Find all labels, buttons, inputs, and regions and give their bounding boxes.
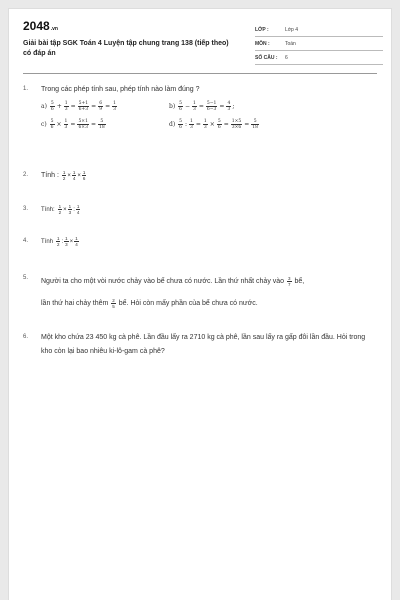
fraction: $\frac{5}{6}$ [50, 119, 54, 130]
question-text: Tính: $\frac{1}{2}$ × $\frac{1}{3}$ : $\frac{1}{4}$ [41, 203, 80, 215]
fraction: $\frac{5}{6}$ [217, 119, 221, 130]
option-d [169, 117, 260, 133]
equals: = [105, 103, 111, 110]
question-number: 2. [23, 172, 29, 178]
fraction: $\frac{5\times 1}{6\times 3}$ [78, 119, 88, 130]
fraction: $\frac{1}{3}$ [64, 101, 68, 112]
question-number: 4. [23, 238, 29, 244]
fraction: $\frac{1}{3}$ [190, 119, 193, 130]
fraction: $\frac{5-1}{6-3}$ [206, 101, 217, 112]
meta-value: Toán [285, 41, 296, 47]
option-c [41, 117, 107, 133]
site-logo[interactable] [23, 19, 58, 33]
punctuation: ; [232, 103, 235, 110]
question-number: 3. [23, 206, 29, 212]
question-text: Tính $\frac{1}{2}$ : $\frac{1}{3}$ × $\frac{1}{4}$ [41, 235, 78, 247]
question-text: Một kho chứa 23 450 kg cà phê. Lần đầu lấy ra 2710 kg cà phê, lần sau lấy ra gấp đôi lần đầu. Hỏi trong kho còn lại bao nhiêu ki-lô-gam cà phê? [41, 334, 366, 355]
equals: = [91, 103, 97, 110]
equals: = [195, 121, 201, 128]
equals: = [198, 103, 204, 110]
page-title: Giải bài tập SGK Toán 4 Luyện tập chung trang 138 (tiếp theo) có đáp án [23, 40, 229, 57]
question-2 [23, 169, 371, 189]
equals: = [219, 103, 225, 110]
question-6 [23, 331, 371, 371]
meta-panel [255, 23, 383, 65]
option-label: c) [41, 121, 47, 128]
meta-key: SỐ CÂU : [255, 55, 278, 61]
question-1 [23, 83, 371, 153]
fraction: $\frac{5}{6}$ [179, 119, 182, 130]
equals: = [70, 103, 76, 110]
option-a [41, 99, 118, 115]
logo-suffix: .vn [50, 26, 58, 32]
fraction: $\frac{1}{3}$ [113, 101, 116, 112]
operator: − [184, 103, 191, 110]
fraction: $\frac{1}{3}$ [203, 119, 207, 130]
equals: = [223, 121, 229, 128]
logo-text: 2048 [23, 19, 50, 33]
equals: = [70, 121, 76, 128]
document-page [8, 8, 392, 600]
operator: : [184, 121, 188, 128]
question-number: 1. [23, 86, 29, 92]
operator: × [56, 121, 62, 128]
option-b [169, 99, 234, 115]
fraction: $\frac{4}{3}$ [227, 101, 231, 112]
meta-value: Lớp 4 [285, 27, 299, 33]
meta-row-count [255, 51, 383, 65]
fraction: $\frac{5}{18}$ [252, 119, 258, 130]
question-number: 5. [23, 275, 29, 281]
equals: = [90, 121, 96, 128]
question-5 [23, 267, 371, 315]
meta-key: LỚP : [255, 27, 269, 33]
fraction: $\frac{5}{6}$ [50, 101, 54, 112]
meta-row-subject [255, 37, 383, 51]
question-text: Tính : $\frac{1}{2}$ × $\frac{1}{4}$ × $\frac{1}{6}$ [41, 169, 86, 181]
fraction: $\frac{5}{6}$ [179, 101, 182, 112]
equals: = [244, 121, 250, 128]
option-label: a) [41, 103, 47, 110]
operator: × [209, 121, 215, 128]
question-text: Người ta cho một vòi nước chảy vào bể chưa có nước. Lần thứ nhất chảy vào $\frac{3}{7}$ bể, lần thứ hai chảy thêm $\frac{2}{5}$ bể. Hỏi còn mấy phần của bể chưa có nước. [41, 275, 305, 309]
option-label: b) [169, 103, 176, 110]
question-4 [23, 235, 371, 255]
fraction: $\frac{6}{9}$ [99, 101, 103, 112]
option-label: d) [169, 121, 176, 128]
header-divider [23, 73, 377, 74]
question-3 [23, 203, 371, 223]
fraction: $\frac{5}{18}$ [98, 119, 105, 130]
fraction: $\frac{1}{3}$ [64, 119, 68, 130]
meta-value: 6 [285, 55, 288, 61]
fraction: $\frac{5+1}{6+3}$ [78, 101, 89, 112]
operator: + [56, 103, 62, 110]
meta-key: MÔN : [255, 41, 270, 47]
meta-row-class [255, 23, 383, 37]
question-number: 6. [23, 334, 29, 340]
fraction: $\frac{1\times 5}{3\times 6}$ [231, 119, 242, 130]
fraction: $\frac{1}{3}$ [193, 101, 196, 112]
question-text: Trong các phép tính sau, phép tính nào làm đúng ? [41, 86, 200, 93]
